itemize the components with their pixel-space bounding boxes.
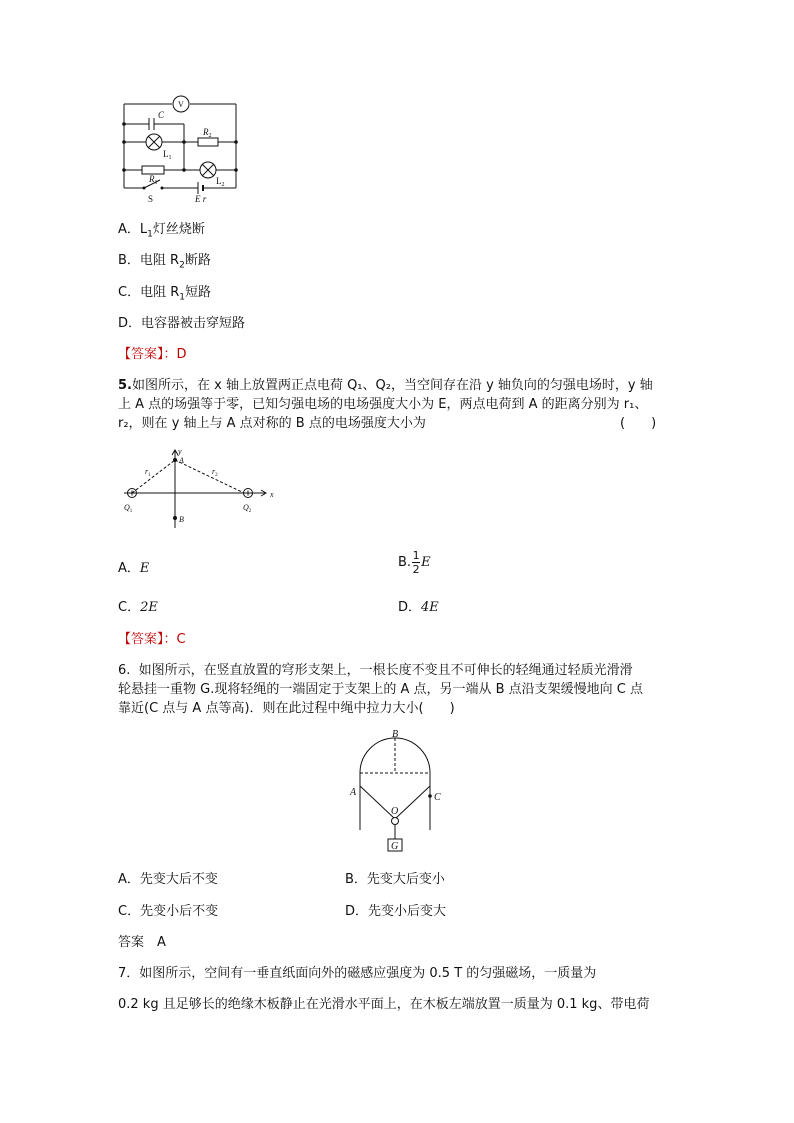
q6-option-d: D．先变小后变大 — [345, 904, 447, 919]
svg-text:A: A — [179, 456, 184, 465]
svg-text:Q2: $Q_2$ — [243, 503, 252, 514]
q6-stem-line2: 轮悬挂一重物 G.现将轻绳的一端固定于支架上的 A 点，另一端从 B 点沿支架缓慢地向 C 点 — [118, 682, 644, 697]
q5-stem-line3: r₂，则在 y 轴上与 A 点对称的 B 点的电场强度大小为 — [118, 416, 426, 431]
q5-stem-line2: 上 A 点的场强等于零，已知匀强电场的电场强度大小为 E，两点电荷到 A 的距离分别为 r₁、 — [118, 397, 648, 412]
resistor-r1-icon — [142, 166, 164, 174]
q6-option-a: A．先变大后不变 — [118, 872, 218, 887]
q7-line1: 7．如图所示，空间有一垂直纸面向外的磁感应强度为 0.5 T 的匀强磁场，一质量为 — [118, 966, 597, 981]
svg-text:R2: $R_2$ — [203, 127, 212, 139]
svg-text:y: y — [178, 447, 182, 456]
q6-answer: 答案 A — [118, 935, 166, 950]
q6-option-c: C．先变小后不变 — [118, 904, 219, 919]
q5-stem-line1: 5.如图所示，在 x 轴上放置两正点电荷 Q₁、Q₂，当空间存在沿 y 轴负向的匀强电场时，y 轴 — [118, 378, 653, 393]
svg-text:O: O — [391, 806, 399, 817]
q5-charges-diagram — [120, 446, 278, 530]
svg-text:B: B — [392, 729, 399, 740]
svg-text:G: G — [391, 841, 399, 852]
svg-text:A: A — [350, 787, 357, 798]
q6-arch-diagram — [344, 726, 440, 856]
pulley-icon — [392, 818, 399, 825]
q6-stem-line3: 靠近(C 点与 A 点等高)．则在此过程中绳中拉力大小( ) — [118, 701, 455, 716]
svg-text:S: S — [148, 194, 154, 204]
q5-option-c: C．2E — [118, 600, 158, 615]
q5-bracket: ( ) — [620, 416, 657, 431]
q4-option-a: A．$L_1$灯丝烧断 — [118, 222, 205, 240]
svg-text:L1: $L_1$ — [163, 149, 172, 161]
q7-line2: 0.2 kg 且足够长的绝缘木板静止在光滑水平面上，在木板左端放置一质量为 0.1 kg、带电荷 — [118, 997, 650, 1012]
svg-text:E r: E r — [195, 194, 207, 204]
resistor-r2-icon — [198, 138, 218, 146]
q6-option-b: B．先变大后变小 — [345, 872, 445, 887]
svg-text:V: V — [178, 100, 184, 109]
q5-option-a: A．E — [118, 561, 150, 576]
svg-text:R1: $R_1$ — [149, 174, 158, 186]
q5-option-d: D．4E — [398, 600, 439, 615]
q4-option-d: D．电容器被击穿短路 — [118, 316, 246, 331]
svg-text:r2: $r_2$ — [212, 467, 218, 478]
svg-text:C: C — [158, 110, 165, 120]
svg-text:r1: $r_1$ — [145, 467, 151, 478]
svg-text:Q1: $Q_1$ — [124, 503, 133, 514]
svg-text:L2: $L_2$ — [216, 176, 225, 188]
svg-text:B: B — [179, 515, 184, 524]
q4-option-b: B．电阻 $R_2$断路 — [118, 253, 211, 271]
q5-option-b: B. 1 2 E — [398, 549, 431, 576]
svg-text:C: C — [434, 792, 441, 803]
circuit-diagram — [118, 94, 244, 206]
q4-option-c: C．电阻 $R_1$短路 — [118, 285, 211, 303]
q6-stem-line1: 6. 如图所示，在竖直放置的穹形支架上，一根长度不变且不可伸长的轻绳通过轻质光滑滑 — [118, 663, 633, 678]
svg-text:x: x — [270, 490, 274, 499]
q4-answer: 【答案】：D — [118, 347, 187, 362]
q5-answer: 【答案】：C — [118, 632, 186, 647]
